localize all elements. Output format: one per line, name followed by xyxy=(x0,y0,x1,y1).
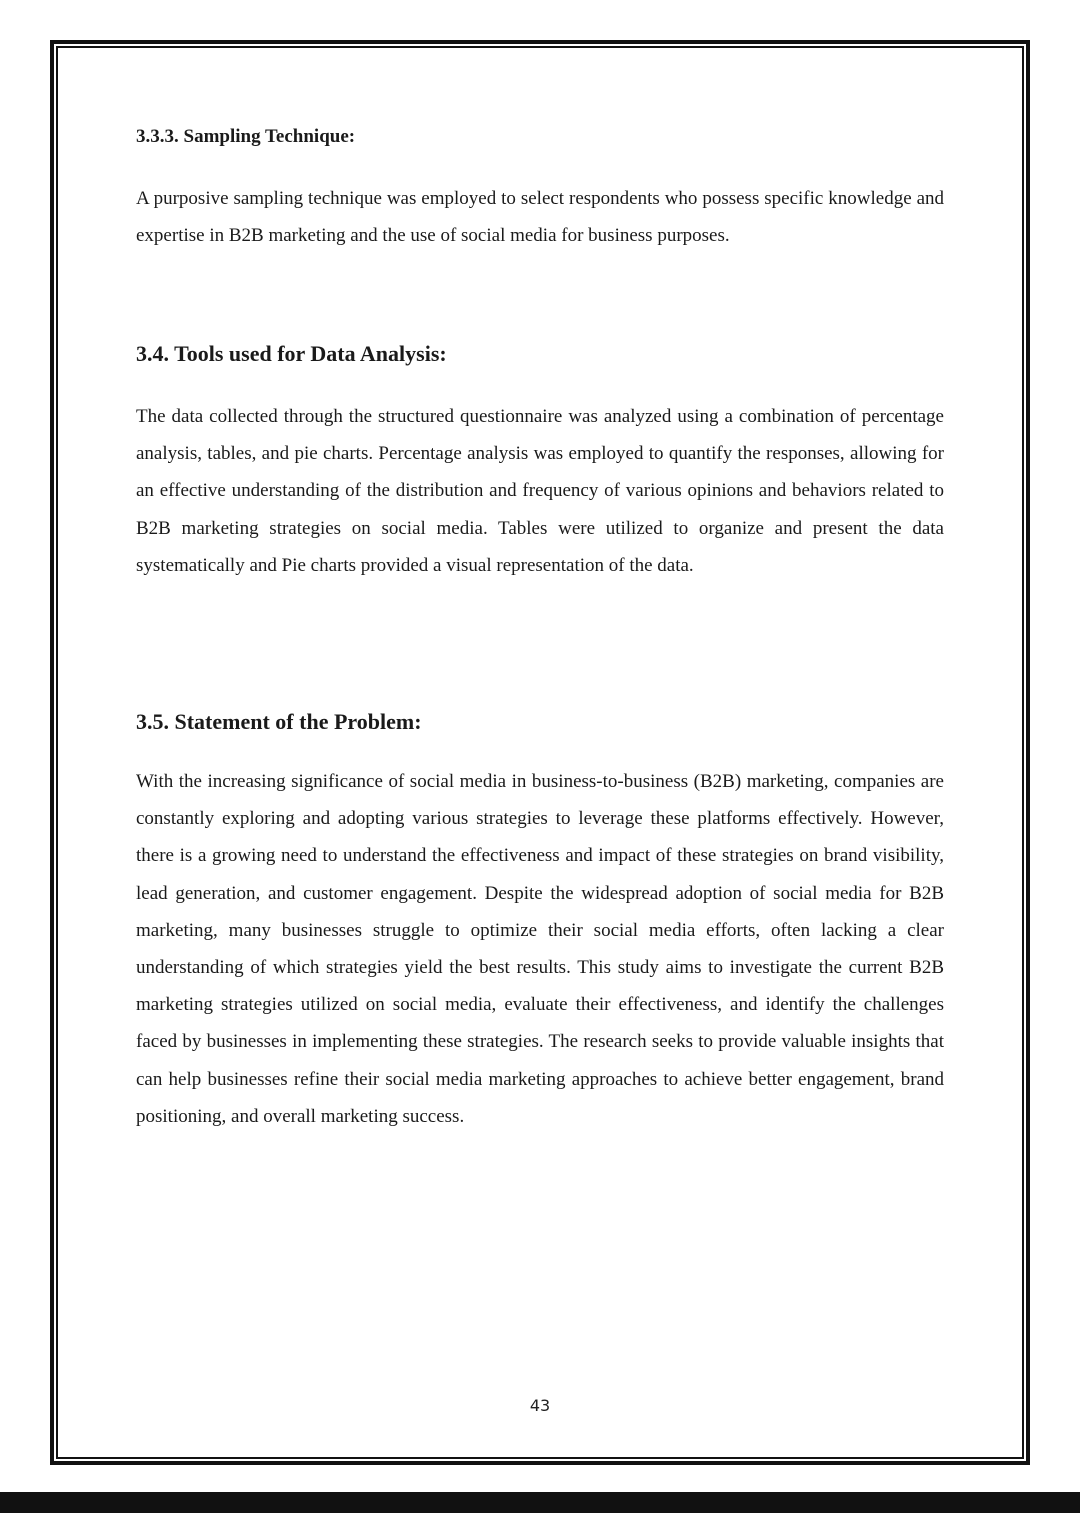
section-heading-sampling: 3.3.3. Sampling Technique: xyxy=(136,126,356,147)
section-body-problem: With the increasing significance of social media in business-to-business (B2B) marketing, companies are constantly exploring and adopting various strategies to leverage these platforms effectively. However, there is a growing need to understand the effectiveness and impact of these strategies on brand visibility, lead generation, and customer engagement. Despite the widespread adoption of social media for B2B marketing, many businesses struggle to optimize their social media efforts, often lacking a clear understanding of which strategies yield the best results. This study aims to investigate the current B2B marketing strategies utilized on social media, evaluate their effectiveness, and identify the challenges faced by businesses in implementing these strategies. The research seeks to provide valuable insights that can help businesses refine their social media marketing approaches to achieve better engagement, brand positioning, and overall marketing success. xyxy=(136,771,944,1127)
bottom-bar xyxy=(0,1492,1080,1513)
section-body-tools: The data collected through the structured questionnaire was analyzed using a combination of percentage analysis, tables, and pie charts. Percentage analysis was employed to quantify the responses, allowing for an effective understanding of the distribution and frequency of various opinions and behaviors related to B2B marketing strategies on social media. Tables were utilized to organize and present the data systematically and Pie charts provided a visual representation of the data. xyxy=(136,406,944,576)
page-number: 43 xyxy=(529,1396,551,1415)
section-body-sampling: A purposive sampling technique was employed to select respondents who possess specific knowledge and expertise in B2B marketing and the use of social media for business purposes. xyxy=(136,188,944,247)
section-heading-tools: 3.4. Tools used for Data Analysis: xyxy=(136,341,447,366)
section-heading-problem: 3.5. Statement of the Problem: xyxy=(136,709,422,734)
page-border-inner xyxy=(56,46,1024,1459)
